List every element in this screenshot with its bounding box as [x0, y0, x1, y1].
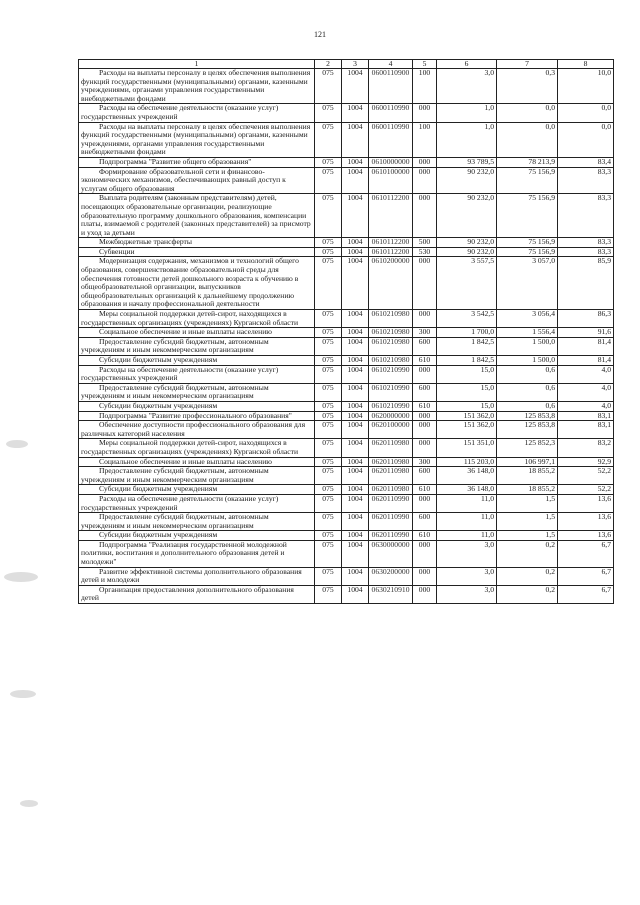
row-target-code: 0610112200: [369, 247, 413, 257]
row-plan-amount: 1 842,5: [437, 356, 497, 366]
row-section: 1004: [342, 513, 369, 531]
row-executed-amount: 106 997,1: [497, 457, 558, 467]
row-name: Подпрограмма "Развитие общего образования": [79, 157, 315, 167]
row-plan-amount: 3,0: [437, 69, 497, 104]
row-executed-amount: 3 057,0: [497, 257, 558, 310]
row-plan-amount: 1 700,0: [437, 328, 497, 338]
row-executed-amount: 125 853,8: [497, 421, 558, 439]
table-row: [79, 157, 614, 167]
row-section: 1004: [342, 494, 369, 512]
row-expense-kind: 000: [413, 167, 437, 194]
row-grbs: 075: [315, 467, 342, 485]
row-plan-amount: 3 557,5: [437, 257, 497, 310]
row-section: 1004: [342, 310, 369, 328]
row-plan-amount: 3,0: [437, 567, 497, 585]
row-expense-kind: 000: [413, 310, 437, 328]
row-grbs: 075: [315, 513, 342, 531]
row-percent: 6,7: [558, 585, 614, 603]
row-section: 1004: [342, 167, 369, 194]
table-row: [79, 356, 614, 366]
row-executed-amount: 0,0: [497, 104, 558, 122]
row-name: Субсидии бюджетным учреждениям: [79, 401, 315, 411]
row-percent: 83,3: [558, 194, 614, 238]
row-grbs: 075: [315, 247, 342, 257]
row-name: Формирование образовательной сети и финансово-экономических механизмов, обеспечивающих равный доступ к услугам общего образования: [79, 167, 315, 194]
row-target-code: 0630210910: [369, 585, 413, 603]
row-expense-kind: 000: [413, 257, 437, 310]
row-grbs: 075: [315, 69, 342, 104]
row-plan-amount: 11,0: [437, 513, 497, 531]
row-percent: 81,4: [558, 337, 614, 355]
row-name: Расходы на выплаты персоналу в целях обеспечения выполнения функций государственными (муниципальными) органами, казенными учреждениями, органами управления государственными внебюджетными фондами: [79, 69, 315, 104]
row-executed-amount: 1,5: [497, 494, 558, 512]
row-plan-amount: 1,0: [437, 122, 497, 157]
budget-table: [78, 59, 614, 604]
row-target-code: 0610112200: [369, 238, 413, 248]
table-row: [79, 513, 614, 531]
row-grbs: 075: [315, 383, 342, 401]
row-expense-kind: 000: [413, 411, 437, 421]
row-name: Развитие эффективной системы дополнительного образования детей и молодежи: [79, 567, 315, 585]
row-expense-kind: 600: [413, 467, 437, 485]
row-section: 1004: [342, 531, 369, 541]
row-name: Расходы на обеспечение деятельности (оказание услуг) государственных учреждений: [79, 494, 315, 512]
row-grbs: 075: [315, 401, 342, 411]
row-plan-amount: 36 148,0: [437, 467, 497, 485]
row-grbs: 075: [315, 540, 342, 567]
row-grbs: 075: [315, 104, 342, 122]
row-executed-amount: 1 500,0: [497, 356, 558, 366]
row-name: Меры социальной поддержки детей-сирот, находящихся в государственных организациях (учреждениях) Курганской области: [79, 439, 315, 457]
row-name: Подпрограмма "Реализация государственной молодежной политики, воспитания и дополнительного образования детей и молодежи": [79, 540, 315, 567]
row-expense-kind: 100: [413, 122, 437, 157]
row-percent: 85,9: [558, 257, 614, 310]
table-row: [79, 411, 614, 421]
row-grbs: 075: [315, 457, 342, 467]
row-plan-amount: 15,0: [437, 365, 497, 383]
row-grbs: 075: [315, 122, 342, 157]
row-section: 1004: [342, 467, 369, 485]
row-section: 1004: [342, 457, 369, 467]
row-executed-amount: 0,0: [497, 122, 558, 157]
row-grbs: 075: [315, 238, 342, 248]
table-row: [79, 167, 614, 194]
header-cell-3: 3: [342, 60, 369, 69]
header-cell-5: 5: [413, 60, 437, 69]
row-section: 1004: [342, 411, 369, 421]
row-plan-amount: 90 232,0: [437, 247, 497, 257]
row-percent: 83,4: [558, 157, 614, 167]
row-section: 1004: [342, 439, 369, 457]
row-expense-kind: 000: [413, 494, 437, 512]
row-executed-amount: 0,6: [497, 383, 558, 401]
header-cell-8: 8: [558, 60, 614, 69]
row-grbs: 075: [315, 257, 342, 310]
table-row: [79, 401, 614, 411]
table-row: [79, 122, 614, 157]
row-plan-amount: 3,0: [437, 540, 497, 567]
row-expense-kind: 000: [413, 421, 437, 439]
row-grbs: 075: [315, 365, 342, 383]
header-row: [79, 60, 614, 69]
row-section: 1004: [342, 540, 369, 567]
row-section: 1004: [342, 69, 369, 104]
table-row: [79, 310, 614, 328]
row-grbs: 075: [315, 167, 342, 194]
row-plan-amount: 3 542,5: [437, 310, 497, 328]
row-percent: 6,7: [558, 540, 614, 567]
row-name: Предоставление субсидий бюджетным, автономным учреждениям и иным некоммерческим организациям: [79, 383, 315, 401]
row-target-code: 0610210980: [369, 310, 413, 328]
row-target-code: 0610210980: [369, 328, 413, 338]
page-number: 121: [314, 30, 326, 39]
row-name: Расходы на обеспечение деятельности (оказание услуг) государственных учреждений: [79, 104, 315, 122]
row-expense-kind: 610: [413, 485, 437, 495]
row-expense-kind: 500: [413, 238, 437, 248]
row-percent: 0,0: [558, 104, 614, 122]
row-name: Выплата родителям (законным представителям) детей, посещающих образовательные организации, реализующие образовательную программу дошкольного образования, компенсации платы, взимаемой с родителей (законных представителей) за присмотр и уход за детьми: [79, 194, 315, 238]
row-percent: 83,2: [558, 439, 614, 457]
table-row: [79, 457, 614, 467]
row-grbs: 075: [315, 485, 342, 495]
row-executed-amount: 1 500,0: [497, 337, 558, 355]
row-target-code: 0610210990: [369, 383, 413, 401]
row-executed-amount: 0,6: [497, 365, 558, 383]
row-name: Субсидии бюджетным учреждениям: [79, 356, 315, 366]
row-percent: 83,3: [558, 247, 614, 257]
row-expense-kind: 300: [413, 457, 437, 467]
scan-speck: [4, 572, 38, 582]
row-percent: 83,3: [558, 238, 614, 248]
row-section: 1004: [342, 401, 369, 411]
row-plan-amount: 151 362,0: [437, 411, 497, 421]
row-percent: 83,1: [558, 421, 614, 439]
row-section: 1004: [342, 122, 369, 157]
row-target-code: 0620100000: [369, 421, 413, 439]
row-section: 1004: [342, 328, 369, 338]
row-percent: 10,0: [558, 69, 614, 104]
row-section: 1004: [342, 257, 369, 310]
row-expense-kind: 000: [413, 567, 437, 585]
row-target-code: 0620110990: [369, 494, 413, 512]
table-row: [79, 247, 614, 257]
row-section: 1004: [342, 356, 369, 366]
row-expense-kind: 610: [413, 356, 437, 366]
row-section: 1004: [342, 421, 369, 439]
row-plan-amount: 93 789,5: [437, 157, 497, 167]
row-name: Предоставление субсидий бюджетным, автономным учреждениям и иным некоммерческим организациям: [79, 467, 315, 485]
row-plan-amount: 115 203,0: [437, 457, 497, 467]
row-plan-amount: 1 842,5: [437, 337, 497, 355]
row-grbs: 075: [315, 411, 342, 421]
table-row: [79, 485, 614, 495]
row-name: Субсидии бюджетным учреждениям: [79, 485, 315, 495]
row-target-code: 0630200000: [369, 567, 413, 585]
row-target-code: 0600110990: [369, 104, 413, 122]
row-target-code: 0630000000: [369, 540, 413, 567]
table-row: [79, 467, 614, 485]
row-percent: 13,6: [558, 513, 614, 531]
header-cell-7: 7: [497, 60, 558, 69]
table-row: [79, 421, 614, 439]
row-executed-amount: 0,3: [497, 69, 558, 104]
row-grbs: 075: [315, 567, 342, 585]
table-row: [79, 104, 614, 122]
table-row: [79, 257, 614, 310]
row-section: 1004: [342, 247, 369, 257]
row-percent: 4,0: [558, 401, 614, 411]
row-target-code: 0620000000: [369, 411, 413, 421]
row-target-code: 0620110980: [369, 457, 413, 467]
scan-speck: [6, 440, 28, 448]
row-executed-amount: 75 156,9: [497, 167, 558, 194]
row-section: 1004: [342, 485, 369, 495]
row-executed-amount: 18 855,2: [497, 467, 558, 485]
row-target-code: 0610112200: [369, 194, 413, 238]
row-grbs: 075: [315, 585, 342, 603]
row-target-code: 0610210980: [369, 356, 413, 366]
row-name: Подпрограмма "Развитие профессионального образования": [79, 411, 315, 421]
scan-speck: [10, 690, 36, 698]
row-executed-amount: 75 156,9: [497, 194, 558, 238]
header-cell-1: 1: [79, 60, 315, 69]
row-name: Предоставление субсидий бюджетным, автономным учреждениям и иным некоммерческим организациям: [79, 337, 315, 355]
row-target-code: 0610200000: [369, 257, 413, 310]
row-target-code: 0610210980: [369, 337, 413, 355]
row-percent: 86,3: [558, 310, 614, 328]
table-row: [79, 337, 614, 355]
row-expense-kind: 610: [413, 531, 437, 541]
row-plan-amount: 15,0: [437, 383, 497, 401]
row-percent: 13,6: [558, 494, 614, 512]
row-plan-amount: 151 362,0: [437, 421, 497, 439]
row-executed-amount: 0,2: [497, 567, 558, 585]
row-executed-amount: 75 156,9: [497, 238, 558, 248]
row-grbs: 075: [315, 310, 342, 328]
table-row: [79, 383, 614, 401]
row-grbs: 075: [315, 157, 342, 167]
row-target-code: 0620110990: [369, 531, 413, 541]
row-expense-kind: 610: [413, 401, 437, 411]
row-executed-amount: 125 853,8: [497, 411, 558, 421]
row-plan-amount: 11,0: [437, 531, 497, 541]
row-plan-amount: 11,0: [437, 494, 497, 512]
row-percent: 0,0: [558, 122, 614, 157]
row-executed-amount: 1,5: [497, 513, 558, 531]
row-executed-amount: 75 156,9: [497, 247, 558, 257]
row-expense-kind: 100: [413, 69, 437, 104]
row-executed-amount: 18 855,2: [497, 485, 558, 495]
row-plan-amount: 151 351,0: [437, 439, 497, 457]
row-grbs: 075: [315, 337, 342, 355]
row-expense-kind: 000: [413, 585, 437, 603]
table-row: [79, 365, 614, 383]
row-expense-kind: 000: [413, 157, 437, 167]
row-percent: 6,7: [558, 567, 614, 585]
row-name: Межбюджетные трансферты: [79, 238, 315, 248]
table-row: [79, 540, 614, 567]
row-name: Расходы на обеспечение деятельности (оказание услуг) государственных учреждений: [79, 365, 315, 383]
row-section: 1004: [342, 365, 369, 383]
table-row: [79, 494, 614, 512]
table-row: [79, 567, 614, 585]
row-executed-amount: 0,2: [497, 540, 558, 567]
row-percent: 83,3: [558, 167, 614, 194]
header-cell-2: 2: [315, 60, 342, 69]
row-expense-kind: 000: [413, 104, 437, 122]
row-expense-kind: 000: [413, 365, 437, 383]
row-grbs: 075: [315, 356, 342, 366]
table-body: [79, 69, 614, 604]
row-name: Субсидии бюджетным учреждениям: [79, 531, 315, 541]
row-expense-kind: 000: [413, 540, 437, 567]
row-name: Меры социальной поддержки детей-сирот, находящихся в государственных организациях (учреждениях) Курганской области: [79, 310, 315, 328]
table-row: [79, 328, 614, 338]
row-target-code: 0620110980: [369, 439, 413, 457]
row-name: Предоставление субсидий бюджетным, автономным учреждениям и иным некоммерческим организациям: [79, 513, 315, 531]
row-section: 1004: [342, 567, 369, 585]
row-name: Социальное обеспечение и иные выплаты населению: [79, 328, 315, 338]
row-target-code: 0600110900: [369, 69, 413, 104]
row-executed-amount: 3 056,4: [497, 310, 558, 328]
row-percent: 83,1: [558, 411, 614, 421]
row-name: Модернизация содержания, механизмов и технологий общего образования, совершенствование образовательной среды для обеспечения готовности детей дошкольного возраста к обучению в общеобразовательной организации, выпускников общеобразовательных организаций к дальнейшему продолжению образования и началу профессиональной деятельности: [79, 257, 315, 310]
row-target-code: 0620110990: [369, 513, 413, 531]
row-section: 1004: [342, 383, 369, 401]
row-plan-amount: 3,0: [437, 585, 497, 603]
row-section: 1004: [342, 238, 369, 248]
row-grbs: 075: [315, 531, 342, 541]
row-percent: 4,0: [558, 383, 614, 401]
header-cell-6: 6: [437, 60, 497, 69]
header-cell-4: 4: [369, 60, 413, 69]
row-name: Социальное обеспечение и иные выплаты населению: [79, 457, 315, 467]
scan-speck: [20, 800, 38, 807]
row-plan-amount: 90 232,0: [437, 167, 497, 194]
row-grbs: 075: [315, 328, 342, 338]
row-target-code: 0610000000: [369, 157, 413, 167]
row-section: 1004: [342, 157, 369, 167]
row-target-code: 0610100000: [369, 167, 413, 194]
row-name: Субвенции: [79, 247, 315, 257]
row-target-code: 0610210990: [369, 365, 413, 383]
table-row: [79, 69, 614, 104]
row-target-code: 0620110980: [369, 485, 413, 495]
row-executed-amount: 125 852,3: [497, 439, 558, 457]
row-target-code: 0610210990: [369, 401, 413, 411]
row-percent: 91,6: [558, 328, 614, 338]
row-expense-kind: 600: [413, 383, 437, 401]
row-expense-kind: 600: [413, 513, 437, 531]
row-name: Организация предоставления дополнительного образования детей: [79, 585, 315, 603]
row-grbs: 075: [315, 494, 342, 512]
row-executed-amount: 1 556,4: [497, 328, 558, 338]
row-section: 1004: [342, 104, 369, 122]
row-expense-kind: 600: [413, 337, 437, 355]
row-plan-amount: 15,0: [437, 401, 497, 411]
row-target-code: 0620110980: [369, 467, 413, 485]
row-percent: 4,0: [558, 365, 614, 383]
row-percent: 81,4: [558, 356, 614, 366]
row-name: Обеспечение доступности профессионального образования для различных категорий населения: [79, 421, 315, 439]
row-expense-kind: 300: [413, 328, 437, 338]
row-plan-amount: 90 232,0: [437, 194, 497, 238]
row-executed-amount: 1,5: [497, 531, 558, 541]
row-percent: 13,6: [558, 531, 614, 541]
row-percent: 52,2: [558, 485, 614, 495]
row-grbs: 075: [315, 439, 342, 457]
row-grbs: 075: [315, 194, 342, 238]
row-executed-amount: 0,2: [497, 585, 558, 603]
row-name: Расходы на выплаты персоналу в целях обеспечения выполнения функций государственными (муниципальными) органами, казенными учреждениями, органами управления государственными внебюджетными фондами: [79, 122, 315, 157]
row-plan-amount: 90 232,0: [437, 238, 497, 248]
row-percent: 52,2: [558, 467, 614, 485]
row-target-code: 0600110990: [369, 122, 413, 157]
table-row: [79, 585, 614, 603]
table-row: [79, 238, 614, 248]
row-plan-amount: 1,0: [437, 104, 497, 122]
row-executed-amount: 78 213,9: [497, 157, 558, 167]
row-section: 1004: [342, 585, 369, 603]
table-row: [79, 194, 614, 238]
row-grbs: 075: [315, 421, 342, 439]
row-percent: 92,9: [558, 457, 614, 467]
row-executed-amount: 0,6: [497, 401, 558, 411]
table-row: [79, 531, 614, 541]
row-section: 1004: [342, 337, 369, 355]
row-plan-amount: 36 148,0: [437, 485, 497, 495]
row-section: 1004: [342, 194, 369, 238]
row-expense-kind: 000: [413, 439, 437, 457]
row-expense-kind: 000: [413, 194, 437, 238]
table-row: [79, 439, 614, 457]
row-expense-kind: 530: [413, 247, 437, 257]
